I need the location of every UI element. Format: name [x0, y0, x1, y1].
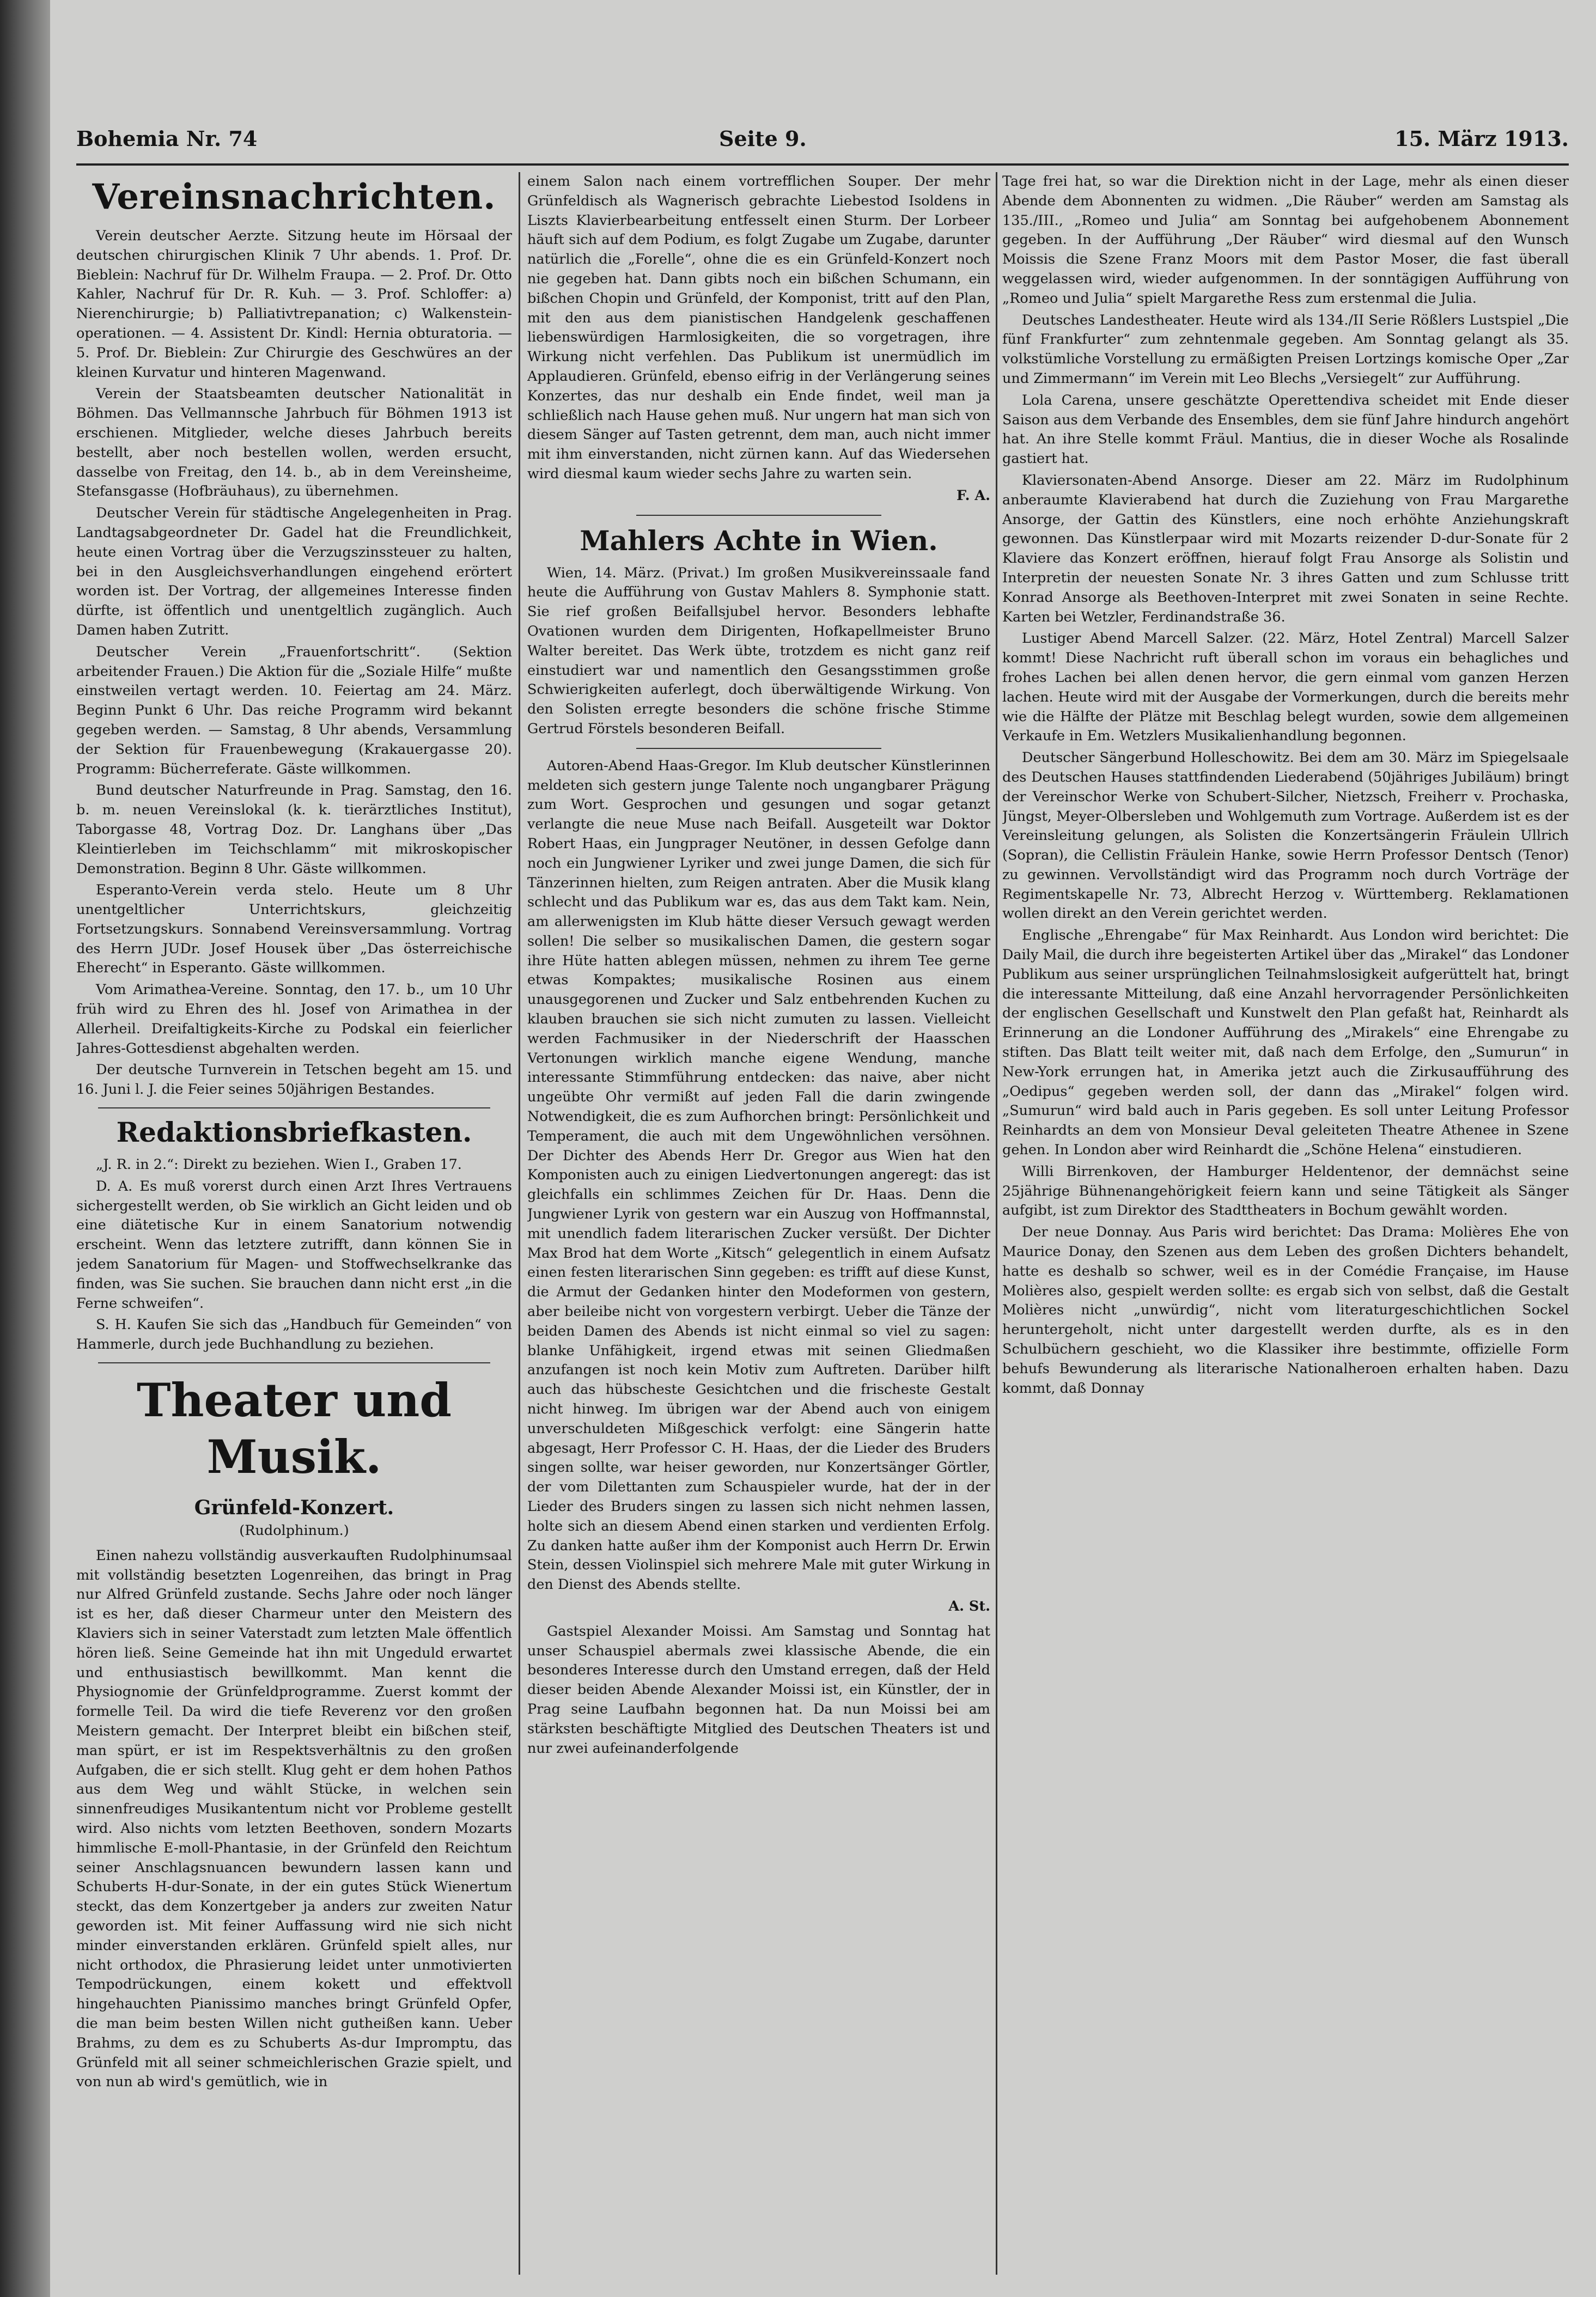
- article-paragraph: Englische „Ehrengabe“ für Max Reinhardt. Aus London wird berichtet: Die Daily Mail, die durch ihre begeisterten Artikel über das „Mirakel“ das Londoner Publikum aus seiner ursprünglichen Teilnahmslosigkeit aufgerüttelt hat, bringt die interessante Mitteilung, daß eine Anzahl hervorragender Persönlichkeiten der englischen Gesellschaft und Kunstwelt den Plan gefaßt hat, Reinhardt als Erinnerung an die Londoner Aufführung des „Mirakels“ eine Ehrengabe zu stiften. Das Blatt teilt weiter mit, daß nach dem Erfolge, den „Sumurun“ in New-York errungen hat, in Amerika jetzt auch die Zirkusaufführung des „Oedipus“ gegeben werden soll, der dann das „Mirakel“ folgen wird. „Sumurun“ wird bald auch in Paris gegeben. Es soll unter Leitung Professor Reinhardts an dem von Monsieur Deval geleiteten Theatre Athenee in Szene gehen. In London aber wird Reinhardt die „Schöne Helena“ einstudieren.: [1002, 927, 1569, 1159]
- article-paragraph: „J. R. in 2.“: Direkt zu beziehen. Wien I., Graben 17.: [96, 1156, 462, 1173]
- article-paragraph: Tage frei hat, so war die Direktion nicht in der Lage, mehr als einen dieser Abende dem Abonnenten zu widmen. „Die Räuber“ werden am Samstag als 135./III., „Romeo und Julia“ am Sonntag bei aufgehobenem Abonnement gegeben. In der Aufführung „Der Räuber“ wird diesmal auf den Wunsch Moissis die Szene Franz Moors mit dem Pastor Moser, die fast überall weggelassen wird, wieder aufgenommen. In der sonntägigen Aufführung von „Romeo und Julia“ spielt Margarethe Ress zum erstenmal die Julia.: [1002, 173, 1569, 307]
- article-paragraph: einem Salon nach einem vortrefflichen Souper. Der mehr Grünfeldisch als Wagnerisch gebrachte Liebestod Isoldens in Liszts Klavierbearbeitung entfesselt einen Sturm. Der Lorbeer häuft sich auf dem Podium, es folgt Zugabe um Zugabe, darunter natürlich die „Forelle“, ohne die es ein Grünfeld-Konzert noch nie gegeben hat. Dann gibts noch ein bißchen Schumann, ein bißchen Chopin und Grünfeld, der Komponist, tritt auf den Plan, mit den aus dem pianistischen Handgelenk geschaffenen liebenswürdigen Harmlosigkeiten, die so vorgetragen, ihre Wirkung nicht verfehlen. Das Publikum ist unermüdlich im Applaudieren. Grünfeld, ebenso eifrig in der Verlängerung seines Konzertes, das nur deshalb ein Ende findet, weil man ja schließlich nach Hause gehen muß. Nur ungern hat man sich von diesem Sänger auf Tasten getrennt, dem man, auch nicht immer mit ihm einverstanden, nicht zürnen kann. Auf das Wiedersehen wird diesmal kaum wieder sechs Jahre zu warten sein.: [527, 173, 990, 482]
- article-paragraph: Der neue Donnay. Aus Paris wird berichtet: Das Drama: Molières Ehe von Maurice Donay, den Szenen aus dem Leben des großen Dichters behandelt, hatte es deshalb so schwer, weil es in der Comédie Française, im Hause Molières also, gespielt werden sollte: es ergab sich von selbst, daß die Gestalt Molières nicht „unwürdig“, nicht vom literaturgeschichtlichen Sockel heruntergeholt, nicht unter dargestellt werden durfte, als es in den Schulbüchern geschieht, wo die Klassiker ihre bestimmte, offizielle Form behufs Bewunderung als literarische Nationalheroen erhalten haben. Dazu kommt, daß Donnay: [1002, 1224, 1569, 1397]
- section-heading-theater-und-musik: Theater und Musik.: [136, 1373, 452, 1484]
- page-header: [76, 126, 1569, 159]
- column-rule-2: [996, 172, 997, 2275]
- header-issue: Bohemia Nr. 74: [76, 126, 258, 151]
- section-divider: [98, 1362, 490, 1363]
- article-signature: A. St.: [948, 1598, 990, 1614]
- column-rule-1: [519, 172, 520, 2275]
- article-paragraph: Einen nahezu vollständig ausverkauften Rudolphinumsaal mit vollständig besetzten Logenreihen, das bringt in Prag nur Alfred Grünfeld zustande. Sechs Jahre oder noch länger ist es her, daß dieser Charmeur unter den Meistern des Klaviers sich in seiner Vaterstadt zum letzten Male öffentlich hören ließ. Seine Gemeinde hat ihn mit Ungeduld erwartet und enthusiastisch bewillkommt. Man kennt die Physiognomie der Grünfeldprogramme. Zuerst kommt der formelle Teil. Da wird die tiefe Reverenz vor den großen Meistern gemacht. Der Interpret bleibt ein bißchen steif, man spürt, er ist im Respektsverhältnis zu den großen Aufgaben, die er sich stellt. Klug geht er dem hohen Pathos aus dem Weg und wählt Stücke, in welchen sein sinnenfreudiges Musikantentum nicht vor Probleme gestellt wird. Also nichts vom letzten Beethoven, sondern Mozarts himmlische E-moll-Phantasie, in der Grünfeld den Reichtum seiner Anschlagsnuancen bewundern lassen kann und Schuberts H-dur-Sonate, in der ein gutes Stück Wienertum steckt, das dem Konzertgeber ja anders zur zweiten Natur geworden ist. Mit feiner Auffassung wird nie sich nicht minder einverstanden erklären. Grünfeld spielt alles, nur nicht orthodox, die Phrasierung leidet unter unmotivierten Tempodrückungen, einem kokett und effektvoll hingehauchten Pianissimo manches bringt Grünfeld Opfer, die man beim besten Willen nicht gutheißen kann. Ueber Brahms, zu dem es zu Schuberts As-dur Impromptu, das Grünfeld mit all seiner schmeichlerischen Grazie spielt, und von nun ab wird's gemütlich, wie in: [76, 1547, 512, 2091]
- article-paragraph: Lustiger Abend Marcell Salzer. (22. März, Hotel Zentral) Marcell Salzer kommt! Diese Nachricht ruft überall schon im voraus ein behagliches und frohes Lachen bei allen denen hervor, die gern einmal vom ganzen Herzen lachen. Heute wird mit der Ausgabe der Vormerkungen, durch die bereits mehr wie die Hälfte der Plätze mit Beschlag belegt wurden, sowie dem allgemeinen Verkaufe in Em. Wetzlers Musikalienhandlung begonnen.: [1002, 630, 1569, 745]
- article-paragraph: Esperanto-Verein verda stelo. Heute um 8 Uhr unentgeltlicher Unterrichtskurs, gleichzeitig Fortsetzungskurs. Sonnabend Vereinsversammlung. Vortrag des Herrn JUDr. Josef Housek über „Das österreichische Eherecht“ in Esperanto. Gäste willkommen.: [76, 882, 512, 977]
- article-heading-gruenfeld-konzert: Grünfeld-Konzert.: [194, 1496, 394, 1520]
- article-paragraph: S. H. Kaufen Sie sich das „Handbuch für Gemeinden“ von Hammerle, durch jede Buchhandlung zu beziehen.: [76, 1317, 512, 1353]
- article-paragraph: Gastspiel Alexander Moissi. Am Samstag und Sonntag hat unser Schauspiel abermals zwei klassische Abende, die ein besonderes Interesse durch den Umstand erregen, daß der Held dieser beiden Abende Alexander Moissi ist, ein Künstler, der in Prag seine Laufbahn begonnen hat. Da nun Moissi bei am stärksten beschäftigte Mitglied des Deutschen Theaters ist und nur zwei aufeinanderfolgende: [527, 1623, 990, 1757]
- header-page-number: Seite 9.: [719, 126, 807, 151]
- article-paragraph: Bund deutscher Naturfreunde in Prag. Samstag, den 16. b. m. neuen Vereinslokal (k. k. tierärztliches Institut), Taborgasse 48, Vortrag Doz. Dr. Langhans über „Das Kleintierleben im Teichschlamm“ mit mikroskopischer Demonstration. Beginn 8 Uhr. Gäste willkommen.: [76, 782, 512, 877]
- section-divider: [98, 1107, 490, 1108]
- header-date: 15. März 1913.: [1394, 126, 1569, 151]
- article-subline: (Rudolphinum.): [239, 1522, 349, 1539]
- article-paragraph: Deutscher Verein für städtische Angelegenheiten in Prag. Landtagsabgeordneter Dr. Gadel hat die Freundlichkeit, heute einen Vortrag über die Verzugszinssteuer zu halten, bei in den Ausgleichsverhandlungen eingehend erörtert worden ist. Der Vortrag, der allgemeines Interesse finden dürfte, ist öffentlich und unentgeltlich zugänglich. Auch Damen haben Zutritt.: [76, 505, 512, 638]
- section-divider: [636, 748, 881, 749]
- article-paragraph: D. A. Es muß vorerst durch einen Arzt Ihres Vertrauens sichergestellt werden, ob Sie wirklich an Gicht leiden und ob eine diätetische Kur in einem Sanatorium notwendig erscheint. Wenn das letztere zutrifft, dann können Sie in jedem Sanatorium für Magen- und Stoffwechselkranke das finden, was Sie suchen. Sie brauchen dann nicht erst „in die Ferne schweifen“.: [76, 1178, 512, 1312]
- section-divider: [636, 515, 881, 516]
- article-paragraph: Klaviersonaten-Abend Ansorge. Dieser am 22. März im Rudolphinum anberaumte Klavierabend hat durch die Zuziehung von Frau Margarethe Ansorge, der Gattin des Künstlers, eine noch erhöhte Anziehungskraft gewonnen. Das Künstlerpaar wird mit Mozarts reizender D-dur-Sonate für 2 Klaviere das Konzert eröffnen, hierauf folgt Frau Ansorge als Solistin und Interpretin der neuesten Sonate Nr. 3 ihres Gatten und zum Schlusse tritt Konrad Ansorge als Beethoven-Interpret mit zwei Sonaten in seine Rechte. Karten bei Wetzler, Ferdinandstraße 36.: [1002, 472, 1569, 625]
- section-heading-vereinsnachrichten: Vereinsnachrichten.: [92, 176, 496, 217]
- article-paragraph: Deutscher Sängerbund Holleschowitz. Bei dem am 30. März im Spiegelsaale des Deutschen Hauses stattfindenden Liederabend (50jähriges Jubiläum) bringt der Vereinschor Werke von Schubert-Silcher, Nietzsch, Freiherr v. Prochaska, Jüngst, Meyer-Olbersleben und Wohlgemuth zum Vortrage. Außerdem ist es der Vereinsleitung gelungen, als Solisten die Konzertsängerin Fräulein Ullrich (Sopran), die Cellistin Fräulein Hanke, sowie Herrn Professor Dentsch (Tenor) zu gewinnen. Vervollständigt wird das Programm noch durch Vorträge der Regimentskapelle Nr. 73, Albrecht Herzog v. Württemberg. Reklamationen wollen direkt an den Verein gerichtet werden.: [1002, 750, 1569, 922]
- scan-edge-shadow: [0, 0, 50, 2297]
- article-paragraph: Verein der Staatsbeamten deutscher Nationalität in Böhmen. Das Vellmannsche Jahrbuch für Böhmen 1913 ist erschienen. Mitglieder, welche dieses Jahrbuch bereits bestellt, aber noch bestellen wollen, werden ersucht, dasselbe von Freitag, den 14. b., ab in dem Vereinsheime, Stefansgasse (Hofbräuhaus), zu übernehmen.: [76, 386, 512, 500]
- article-paragraph: Autoren-Abend Haas-Gregor. Im Klub deutscher Künstlerinnen meldeten sich gestern junge Talente noch ungangbarer Prägung zum Wort. Gesprochen und gesungen und sogar getanzt verlangte die neue Muse nach Beifall. Ausgeteilt war Doktor Robert Haas, ein Jungprager Neutöner, in dessen Gefolge dann noch ein Jungwiener Lyriker und zwei junge Damen, die sich für Tänzerinnen hielten, zum Reigen antraten. Aber die Musik klang schlecht und das Publikum war es, das aus dem Takt kam. Nein, am allerwenigsten im Klub hätte dieser Versuch gewagt werden sollen! Die selber so musikalischen Damen, die gestern sogar ihre Hüte hatten ablegen müssen, nehmen zu ihrem Tee gerne etwas Kompaktes; musikalische Rosinen aus einem unausgegorenen und Zucker und Salz entbehrenden Kuchen zu klauben brauchen sie sich nicht zumuten zu lassen. Vielleicht werden Fachmusiker in der Niederschrift der Haasschen Vertonungen wirklich manche eigene Wendung, manche interessante Stimmführung entdecken: das naive, aber nicht ungeübte Ohr vermißt auf jeden Fall die darin zwingende Notwendigkeit, die es zum Aufhorchen bringt: Persönlichkeit und Temperament, die auch mit dem Ungewöhnlichen versöhnen. Der Dichter des Abends Herr Dr. Gregor aus Wien hat den Komponisten auch zu einigen Liedvertonungen angeregt: das ist gleichfalls ein schlimmes Zeichen für Dr. Haas. Denn die Jungwiener Lyrik von gestern war ein Auszug von Hoffmannstal, mit unendlich fadem literarischen Zucker versüßt. Der Dichter Max Brod hat dem Worte „Kitsch“ gelegentlich in einem Aufsatz einen festen literarischen Sinn gegeben: es trifft auf diese Kunst, die Armut der Gedanken hinter den Modeformen von gestern, aber beileibe nicht von vorgestern verbirgt. Ueber die Tänze der beiden Damen des Abends ist nicht einmal so viel zu sagen: blanke Unfähigkeit, irgend etwas mit seinen Gliedmaßen anzufangen ist noch kein Motiv zum Auftreten. Darüber hilft auch das hübscheste Gesichtchen und die frischeste Gestalt nicht hinweg. Im übrigen war der Abend auch von einigem unverschuldeten Mißgeschick verfolgt: eine Sängerin hatte abgesagt, Herr Professor C. H. Haas, der die Lieder des Bruders singen sollte, war heiser geworden, nur Konzertsänger Görtler, der vom Dilettanten zum Schauspieler wurde, hat der in der Lieder des Bruders singen zu lassen sich nicht nehmen lassen, holte sich an diesem Abend einen starken und verdienten Erfolg. Zu danken hatte außer ihm der Komponist auch Herrn Dr. Erwin Stein, dessen Violinspiel sich mehrere Male mit guter Wirkung in den Dienst des Abends stellte.: [527, 757, 990, 1593]
- article-paragraph: Verein deutscher Aerzte. Sitzung heute im Hörsaal der deutschen chirurgischen Klinik 7 Uhr abends. 1. Prof. Dr. Bieblein: Nachruf für Dr. Wilhelm Fraupa. — 2. Prof. Dr. Otto Kahler, Nachruf für Dr. R. Kuh. — 3. Prof. Schloffer: a) Nierenchirurgie; b) Palliativtrepanation; c) Walkenstein-operationen. — 4. Assistent Dr. Kindl: Hernia obturatoria. — 5. Prof. Dr. Bieblein: Zur Chirurgie des Geschwüres an der kleinen Kurvatur und hinteren Magenwand.: [76, 228, 512, 381]
- article-paragraph: Deutsches Landestheater. Heute wird als 134./II Serie Rößlers Lustspiel „Die fünf Frankfurter“ zum zehntenmale gegeben. Am Sonntag gelangt als 35. volkstümliche Vorstellung zu ermäßigten Preisen Lortzings komische Oper „Zar und Zimmermann“ im Verein mit Leo Blechs „Versiegelt“ zur Aufführung.: [1002, 312, 1569, 387]
- article-paragraph: Willi Birrenkoven, der Hamburger Heldentenor, der demnächst seine 25jährige Bühnenangehörigkeit feiern kann und seine Tätigkeit als Sänger aufgibt, ist zum Direktor des Stadttheaters in Bochum gewählt worden.: [1002, 1163, 1569, 1219]
- header-rule: [76, 163, 1569, 166]
- column-3: [1002, 172, 1569, 2275]
- column-2: [527, 172, 990, 2275]
- article-signature: F. A.: [957, 487, 990, 504]
- column-1: [76, 172, 512, 2275]
- article-paragraph: Lola Carena, unsere geschätzte Operettendiva scheidet mit Ende dieser Saison aus dem Verbande des Ensembles, dem sie fünf Jahre hindurch angehört hat. An ihre Stelle kommt Fräul. Mantius, die in dieser Woche als Rosalinde gastiert hat.: [1002, 392, 1569, 467]
- section-heading-redaktionsbriefkasten: Redaktionsbriefkasten.: [116, 1116, 472, 1149]
- article-paragraph: Deutscher Verein „Frauenfortschritt“. (Sektion arbeitender Frauen.) Die Aktion für die „Soziale Hilfe“ mußte einstweilen vertagt werden. 10. Feiertag am 24. März. Beginn Punkt 6 Uhr. Das reiche Programm wird bekannt gegeben werden. — Samstag, 8 Uhr abends, Versammlung der Sektion für Frauenbewegung (Krakauergasse 20). Programm: Bücherreferate. Gäste willkommen.: [76, 643, 512, 777]
- article-paragraph: Vom Arimathea-Vereine. Sonntag, den 17. b., um 10 Uhr früh wird zu Ehren des hl. Josef von Arimathea in der Allerheil. Dreifaltigkeits-Kirche zu Podskal ein feierlicher Jahres-Gottesdienst abgehalten werden.: [76, 982, 512, 1057]
- article-heading-mahlers-achte: Mahlers Achte in Wien.: [580, 524, 938, 557]
- article-paragraph: Der deutsche Turnverein in Tetschen begeht am 15. und 16. Juni l. J. die Feier seines 50jährigen Bestandes.: [76, 1062, 512, 1098]
- article-paragraph: Wien, 14. März. (Privat.) Im großen Musikvereinssaale fand heute die Aufführung von Gustav Mahlers 8. Symphonie statt. Sie rief großen Beifallsjubel hervor. Besonders lebhafte Ovationen wurden dem Dirigenten, Hofkapellmeister Bruno Walter bereitet. Das Werk übte, trotzdem es nicht ganz reif einstudiert war und namentlich den Gesangsstimmen große Schwierigkeiten auferlegt, doch überwältigende Wirkung. Von den Solisten erregte besonders die schöne frische Stimme Gertrud Förstels besonderen Beifall.: [527, 564, 990, 737]
